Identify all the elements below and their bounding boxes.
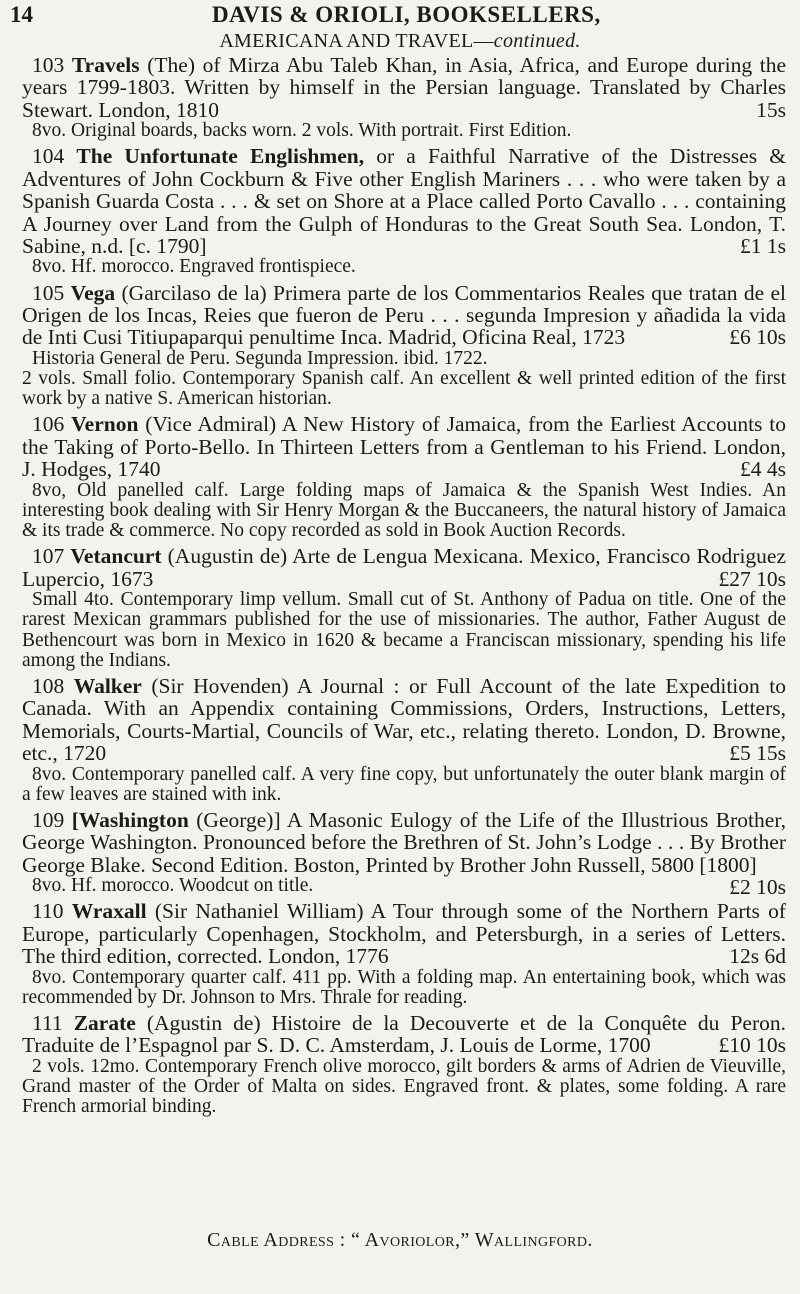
entry-title-text: (Augustin de) Arte de Lengua Mexicana. Mexico, Francisco Rodriguez Lupercio, 1673 bbox=[22, 544, 787, 591]
entry-title bbox=[22, 145, 786, 257]
entry-description: 8vo, Old panelled calf. Large folding maps of Jamaica & the Spanish West Indies. An interesting book dealing with Sir Henry Morgan & the Buccaneers, the natural history of Jamaica & its trade & commerce. No copy recorded as sold in Book Auction Records. bbox=[22, 479, 786, 542]
page-number: 14 bbox=[10, 2, 33, 27]
catalogue-entry bbox=[22, 1012, 786, 1117]
entry-price: 15s bbox=[756, 97, 786, 122]
entry-author: Travels bbox=[71, 53, 140, 77]
catalogue-entry bbox=[22, 54, 786, 141]
entry-number: 109 bbox=[32, 807, 65, 832]
entry-title-text: (George)] A Masonic Eulogy of the Life of the Illustrious Brother, George Washington. Pronounced before the Brethren of St. John’s Lodge . . . By Brother George Blake. Second Edition. Boston, Printed by Brother John Russell, 5800 [1800] bbox=[22, 807, 786, 877]
catalogue-entries bbox=[22, 54, 786, 1121]
entry-title-text: (Sir Nathaniel William) A Tour through some of the Northern Parts of Europe, particularly Copenhagen, Stockholm, and Petersburgh, in a series of Letters. The third edition, corrected. London, 1776 bbox=[22, 899, 787, 969]
entry-title bbox=[22, 900, 786, 967]
entry-title bbox=[22, 545, 786, 590]
entry-number: 103 bbox=[32, 53, 65, 77]
entry-author: Vetancurt bbox=[70, 544, 162, 569]
entry-description: 2 vols. 12mo. Contemporary French olive morocco, gilt borders & arms of Adrien de Vieuville, Grand master of the Order of Malta on sides. Engraved front. & plates, some folding. A rare French armorial binding. bbox=[22, 1055, 786, 1118]
entry-title-text: (Sir Hovenden) A Journal : or Full Account of the late Expedition to Canada. With an Appendix containing Commissions, Orders, Instructions, Letters, Memorials, Courts-Martial, Councils of War, etc., relating thereto. London, D. Browne, etc., 1720 bbox=[22, 673, 786, 766]
cable-address: Cable Address : “ Avoriolor,” Wallingford. bbox=[207, 1229, 593, 1251]
entry-price: £10 10s bbox=[718, 1033, 786, 1058]
entry-number: 105 bbox=[32, 280, 65, 305]
catalogue-entry bbox=[22, 545, 786, 671]
entry-description: Small 4to. Contemporary limp vellum. Small cut of St. Anthony of Padua on title. One of the rarest Mexican grammars published for the use of missionaries. The author, Father August de Bethencourt was born in Mexico in 1620 & became a Franciscan missionary, spending his life among the Indians. bbox=[22, 589, 786, 671]
entry-number: 107 bbox=[32, 544, 65, 569]
entry-number: 111 bbox=[32, 1011, 63, 1036]
catalogue-entry bbox=[22, 282, 786, 410]
running-title: DAVIS & ORIOLI, BOOKSELLERS, bbox=[212, 2, 601, 27]
catalogue-entry bbox=[22, 900, 786, 1008]
entry-description: 8vo. Contemporary panelled calf. A very fine copy, but unfortunately the outer blank margin of a few leaves are stained with ink. bbox=[22, 763, 786, 805]
entry-author: Vega bbox=[70, 280, 116, 305]
entry-price: £6 10s bbox=[729, 325, 786, 350]
entry-title-text: (Agustin de) Histoire de la Decouverte et de la Conquête du Peron. Traduite de l’Espagnol par S. D. C. Amsterdam, J. Louis de Lorme, 1700 bbox=[22, 1011, 787, 1058]
entry-description: 8vo. Contemporary quarter calf. 411 pp. With a folding map. An entertaining book, which was recommended by Dr. Johnson to Mrs. Thrale for reading. bbox=[22, 966, 786, 1008]
entry-title bbox=[22, 282, 786, 349]
catalogue-entry bbox=[22, 807, 786, 900]
entry-description: 8vo. Hf. morocco. Engraved frontispiece. bbox=[32, 256, 356, 278]
entry-number: 108 bbox=[32, 673, 65, 698]
catalogue-entry bbox=[22, 675, 786, 805]
entry-description: 8vo. Original boards, backs worn. 2 vols. With portrait. First Edition. bbox=[32, 120, 572, 142]
entry-title-text: (Garcilaso de la) Primera parte de los Commentarios Reales que tratan de el Origen de los Incas, Reies que fueron de Peru . . . segunda Impresion y añadida la vida de Inti Cusi Titiupaparqui penultime Inca. Madrid, Oficina Real, 1723 bbox=[22, 280, 786, 350]
entry-description: Historia General de Peru. Segunda Impression. ibid. 1722. 2 vols. Small folio. Contemporary Spanish calf. An excellent & well printed edition of the first work by a native S. American historian. bbox=[22, 347, 786, 410]
entry-description: 8vo. Hf. morocco. Woodcut on title. bbox=[32, 875, 314, 897]
catalogue-entry bbox=[22, 145, 786, 277]
page-header bbox=[0, 2, 800, 32]
entry-price: £27 10s bbox=[718, 566, 786, 591]
section-title: AMERICANA AND TRAVEL— bbox=[219, 30, 494, 52]
entry-title bbox=[22, 1012, 786, 1057]
entry-author: Walker bbox=[73, 673, 142, 698]
entry-number: 106 bbox=[32, 412, 65, 437]
entry-title bbox=[22, 54, 786, 121]
entry-title bbox=[22, 413, 786, 480]
entry-price: £2 10s bbox=[729, 875, 786, 900]
entry-number: 110 bbox=[32, 899, 64, 924]
entry-price: £4 4s bbox=[740, 457, 786, 482]
entry-author: [Washington bbox=[71, 807, 189, 832]
entry-author: Vernon bbox=[71, 412, 139, 437]
section-heading bbox=[0, 30, 800, 53]
entry-price: £1 1s bbox=[740, 234, 786, 259]
entry-title-text: or a Faithful Narrative of the Distresses & Adventures of John Cockburn & Five other English Mariners . . . who were taken by a Spanish Guarda Costa . . . & set on Shore at a Place called Porto Cavallo . . . containing A Journey over Land from the Gulph of Honduras to the Great South Sea. London, T. Sabine, n.d. [c. 1790] bbox=[22, 144, 786, 259]
section-title-continued: continued. bbox=[493, 30, 581, 52]
entry-author: Zarate bbox=[73, 1011, 136, 1036]
entry-author: Wraxall bbox=[71, 899, 147, 924]
entry-number: 104 bbox=[32, 144, 65, 169]
entry-price: 12s 6d bbox=[729, 944, 786, 969]
entry-title bbox=[22, 675, 786, 765]
entry-title-text: (Vice Admiral) A New History of Jamaica, from the Earliest Accounts to the Taking of Porto-Bello. In Thirteen Letters from a Gentleman to his Friend. London, J. Hodges, 1740 bbox=[22, 412, 787, 482]
entry-title-text: (The) of Mirza Abu Taleb Khan, in Asia, Africa, and Europe during the years 1799-1803. Written by himself in the Persian language. Translated by Charles Stewart. London, 1810 bbox=[22, 53, 786, 122]
entry-author: The Unfortunate Englishmen, bbox=[76, 144, 365, 169]
entry-price: £5 15s bbox=[729, 741, 786, 766]
catalogue-entry bbox=[22, 413, 786, 541]
